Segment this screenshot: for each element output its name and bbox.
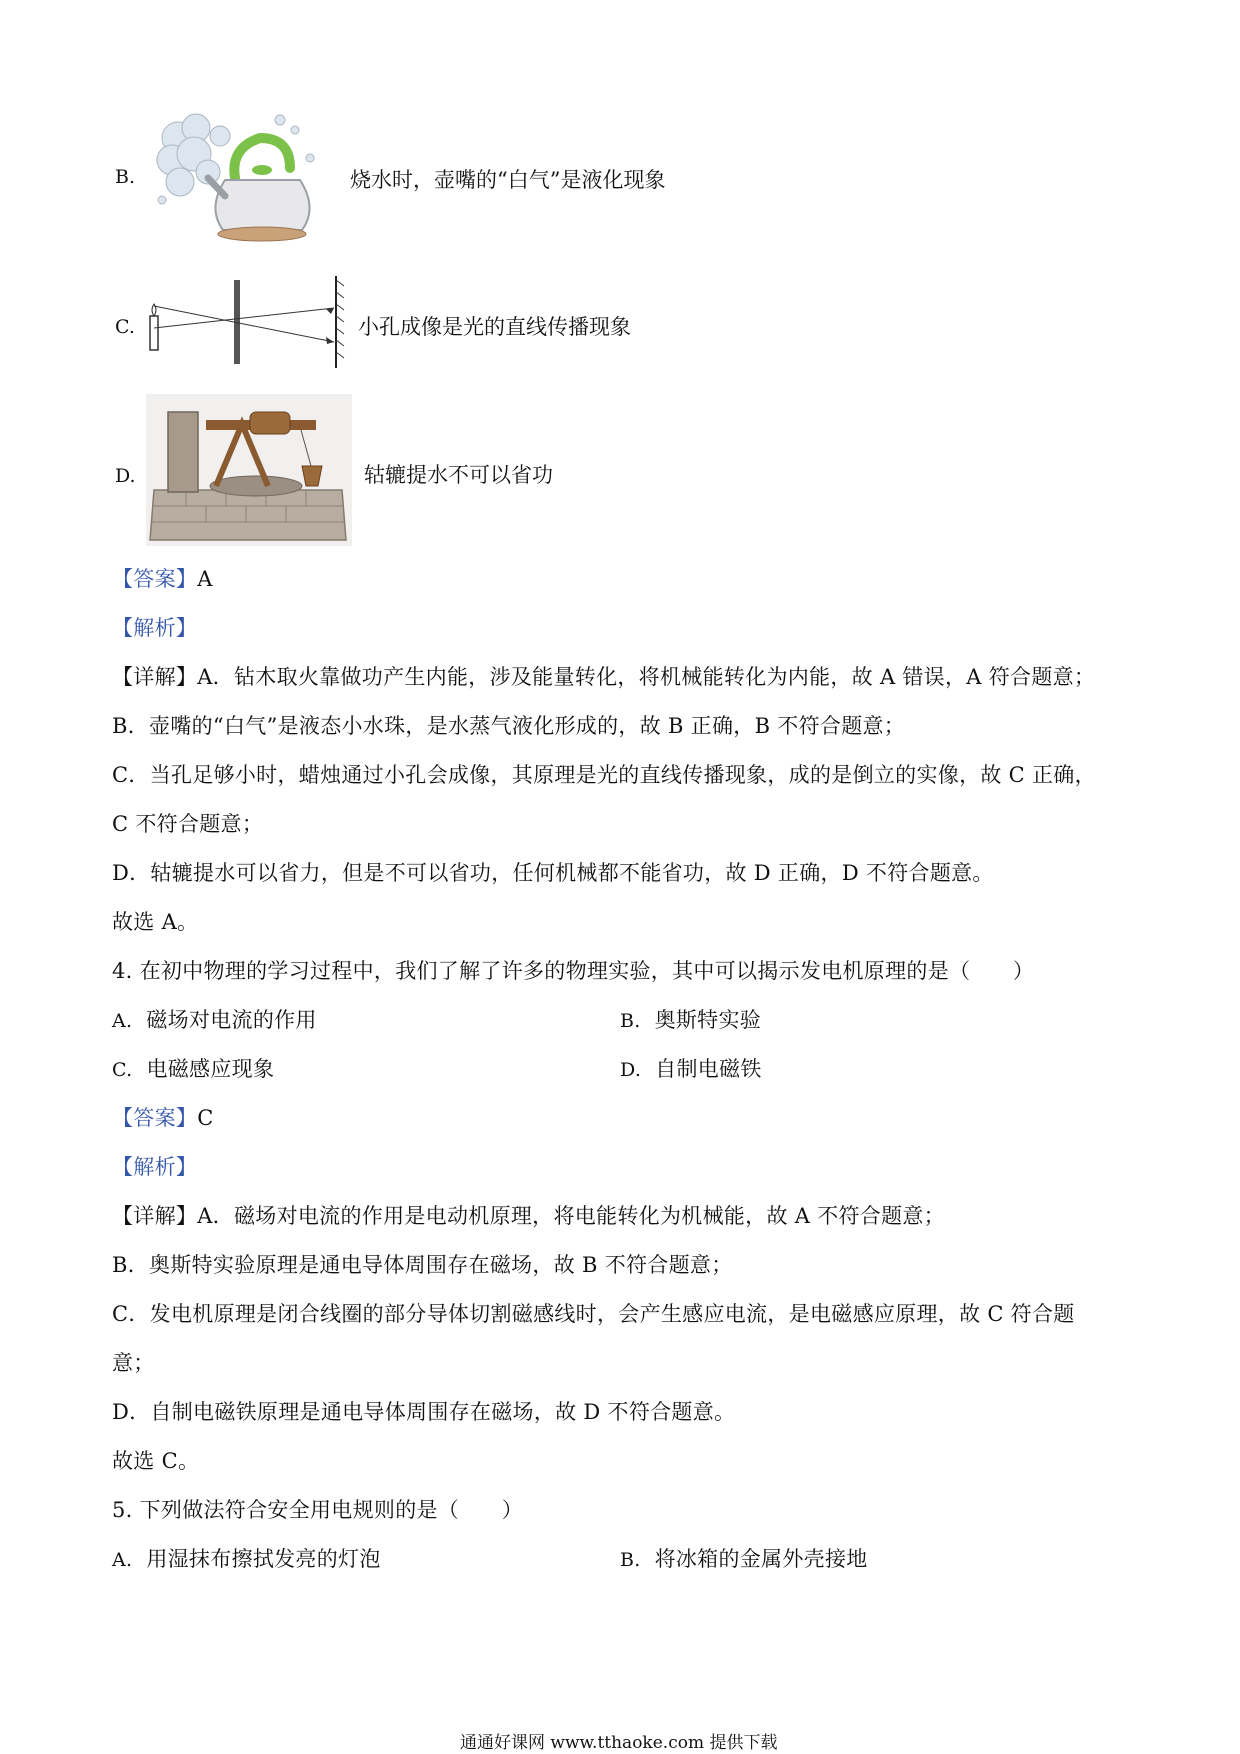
q4-detail-line-3: C．发电机原理是闭合线圈的部分导体切割磁感线时，会产生感应电流，是电磁感应原理，故 C 符合题 (112, 1302, 1075, 1326)
option-text: 将冰箱的金属外壳接地 (654, 1547, 868, 1571)
option-letter-b: B. (115, 166, 136, 188)
q4-answer-line (112, 1102, 214, 1132)
option-letter-d: D. (115, 465, 136, 487)
q4-option-c (112, 1053, 274, 1083)
option-letter-c: C. (115, 316, 135, 338)
detail-text: A．磁场对电流的作用是电动机原理，将电能转化为机械能，故 A 不符合题意； (197, 1204, 945, 1228)
detail-tag: 【详解】 (112, 665, 198, 689)
option-letter: B. (620, 1010, 641, 1032)
kettle-steam-image (150, 108, 340, 248)
q5-stem: 5. 下列做法符合安全用电规则的是（ ） (112, 1498, 524, 1522)
pinhole-imaging-diagram (148, 272, 348, 372)
q3-detail-line-4: C 不符合题意； (112, 812, 264, 836)
analysis-tag: 【解析】 (112, 1155, 198, 1179)
q4-detail-line-5: D．自制电磁铁原理是通电导体周围存在磁场，故 D 不符合题意。 (112, 1400, 736, 1424)
q4-conclusion: 故选 C。 (112, 1449, 200, 1473)
option-text: 自制电磁铁 (655, 1057, 762, 1081)
option-text-b: 烧水时，壶嘴的“白气”是液化现象 (350, 168, 666, 192)
detail-tag: 【详解】 (112, 1204, 198, 1228)
option-letter: D. (620, 1059, 642, 1081)
option-text: 电磁感应现象 (146, 1057, 275, 1081)
option-letter: C. (112, 1059, 133, 1081)
well-windlass-image (146, 394, 352, 546)
option-text-c: 小孔成像是光的直线传播现象 (358, 315, 631, 339)
q4-detail-line-2: B．奥斯特实验原理是通电导体周围存在磁场，故 B 不符合题意； (112, 1253, 733, 1277)
option-text: 磁场对电流的作用 (146, 1008, 317, 1032)
analysis-tag: 【解析】 (112, 616, 198, 640)
detail-text: A．钻木取火靠做功产生内能，涉及能量转化，将机械能转化为内能，故 A 错误，A 符合题意； (197, 665, 1096, 689)
q4-detail-line-1 (112, 1200, 945, 1230)
q3-detail-line-5: D．轱辘提水可以省力，但是不可以省功，任何机械都不能省功，故 D 正确，D 不符合题意。 (112, 861, 994, 885)
q4-option-b (620, 1004, 761, 1034)
option-text: 用湿抹布擦拭发亮的灯泡 (146, 1547, 381, 1571)
answer-tag: 【答案】 (112, 1106, 198, 1130)
option-letter: A. (112, 1549, 133, 1571)
option-letter: B. (620, 1549, 641, 1571)
q4-detail-line-4: 意； (112, 1351, 155, 1375)
q4-option-a (112, 1004, 317, 1034)
q3-detail-line-2: B．壶嘴的“白气”是液态小水珠，是水蒸气液化形成的，故 B 正确，B 不符合题意； (112, 714, 906, 738)
page-footer: 通通好课网 www.tthaoke.com 提供下载 (460, 1733, 778, 1753)
option-letter: A. (112, 1010, 133, 1032)
q3-answer-line (112, 563, 213, 593)
option-text: 奥斯特实验 (654, 1008, 762, 1032)
q4-stem: 4. 在初中物理的学习过程中，我们了解了许多的物理实验，其中可以揭示发电机原理的是（ ） (112, 959, 1035, 983)
q3-detail-line-1 (112, 661, 1095, 691)
q5-option-b (620, 1543, 868, 1573)
option-text-d: 轱辘提水不可以省功 (364, 463, 553, 487)
q3-conclusion: 故选 A。 (112, 910, 199, 934)
q5-option-a (112, 1543, 381, 1573)
answer-tag: 【答案】 (112, 567, 198, 591)
q4-option-d (620, 1053, 762, 1083)
answer-value: A (197, 567, 213, 591)
q3-detail-line-3: C．当孔足够小时，蜡烛通过小孔会成像，其原理是光的直线传播现象，成的是倒立的实像，故 C 正确， (112, 763, 1096, 787)
answer-value: C (197, 1106, 214, 1130)
